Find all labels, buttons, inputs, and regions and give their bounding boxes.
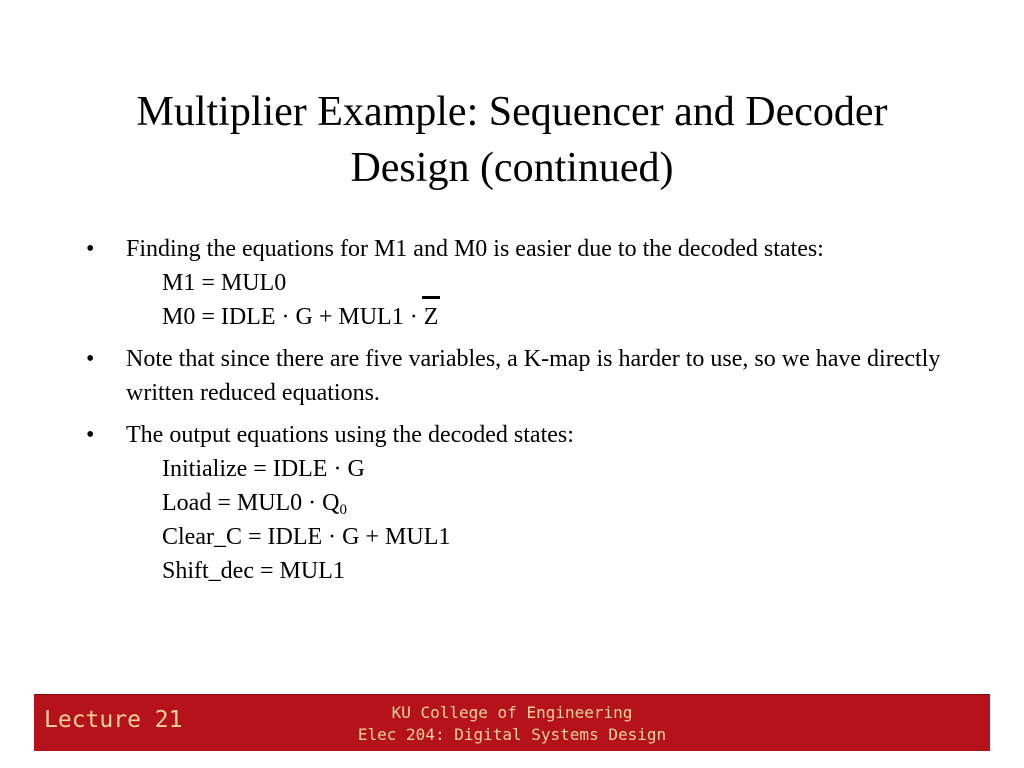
equation-load-prefix: Load = MUL0 · Q: [162, 490, 340, 516]
equation-m0: [126, 300, 966, 334]
footer-course: Elec 204: Digital Systems Design: [357, 725, 667, 744]
equation-load: [126, 486, 966, 520]
bullet-item-2: [86, 342, 966, 410]
bullet-list: [86, 232, 966, 596]
bullet-marker: •: [86, 422, 95, 448]
bullet-item-3: [86, 418, 966, 588]
equation-m1: M1 = MUL0: [162, 270, 287, 296]
footer-bar: [34, 694, 990, 751]
equation-clear-c: Clear_C = IDLE · G + MUL1: [162, 524, 451, 550]
title-line-2: Design (continued): [350, 145, 674, 191]
overbar-z: [424, 300, 439, 334]
equation-m0-prefix: M0 = IDLE · G + MUL1 ·: [162, 304, 424, 330]
equation-initialize: Initialize = IDLE · G: [162, 456, 365, 482]
overbar-line: [422, 296, 441, 299]
overbar-text: Z: [423, 304, 439, 330]
subscript-zero: 0: [339, 502, 348, 518]
bullet-text: The output equations using the decoded states:: [126, 422, 574, 448]
bullet-item-1: [86, 232, 966, 334]
bullet-text-block: [126, 232, 966, 334]
bullet-text-block: [126, 418, 966, 588]
bullet-text: Note that since there are five variables, a K-map is harder to use, so we have directly written reduced equations.: [126, 346, 941, 406]
footer-course-info: [334, 702, 690, 746]
bullet-marker: •: [86, 346, 95, 372]
slide-title: [60, 84, 964, 196]
bullet-text: Finding the equations for M1 and M0 is easier due to the decoded states:: [126, 236, 824, 262]
equation-shift-dec: Shift_dec = MUL1: [162, 558, 345, 584]
footer-college: KU College of Engineering: [391, 703, 633, 722]
footer-lecture-label: Lecture 21: [44, 707, 183, 733]
title-line-1: Multiplier Example: Sequencer and Decoder: [136, 89, 888, 135]
bullet-marker: •: [86, 236, 95, 262]
